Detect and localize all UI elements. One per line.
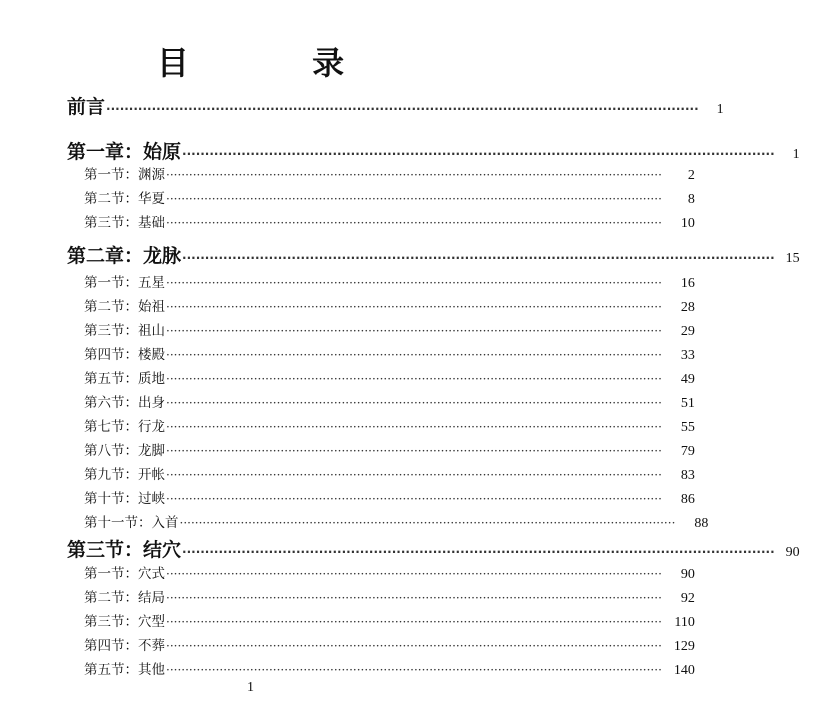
dot-leader <box>166 276 662 290</box>
toc-entry-section[interactable] <box>0 211 695 232</box>
toc-entry-preface[interactable] <box>0 92 724 119</box>
dot-leader <box>166 216 662 230</box>
toc-entry-chapter-1[interactable] <box>0 137 800 164</box>
toc-entry-page: 28 <box>680 300 695 315</box>
toc-entry-label: 第五节：其他 <box>84 662 165 678</box>
toc-entry-page: 86 <box>680 492 695 507</box>
toc-entry-page: 92 <box>680 591 695 606</box>
dot-leader <box>166 324 662 338</box>
dot-leader <box>166 168 662 182</box>
toc-entry-page: 90 <box>785 545 800 560</box>
toc-entry-page: 16 <box>680 276 695 291</box>
toc-entry-label: 第三节：结穴 <box>67 539 182 561</box>
toc-entry-section[interactable] <box>0 511 709 532</box>
toc-entry-section[interactable] <box>0 586 695 607</box>
dot-leader <box>166 420 662 434</box>
toc-entry-section[interactable] <box>0 415 695 436</box>
toc-entry-page: 29 <box>680 324 695 339</box>
dot-leader <box>166 348 662 362</box>
toc-entry-label: 第一节：五星 <box>84 275 165 291</box>
toc-entry-section[interactable] <box>0 295 695 316</box>
dot-leader <box>166 396 662 410</box>
dot-leader <box>166 663 662 677</box>
toc-entry-section[interactable] <box>0 658 695 679</box>
dot-leader <box>166 300 662 314</box>
toc-entry-label: 第三节：祖山 <box>84 323 165 339</box>
toc-entry-page: 88 <box>694 516 709 531</box>
toc-entry-page: 79 <box>680 444 695 459</box>
toc-entry-section[interactable] <box>0 562 695 583</box>
dot-leader <box>180 516 676 530</box>
toc-entry-page: 129 <box>673 639 695 654</box>
toc-entry-page: 1 <box>716 102 724 117</box>
toc-entry-page: 110 <box>674 615 695 630</box>
toc-entry-page: 83 <box>680 468 695 483</box>
dot-leader <box>166 468 662 482</box>
dot-leader <box>106 102 699 116</box>
toc-entry-section[interactable] <box>0 367 695 388</box>
dot-leader <box>166 192 662 206</box>
toc-entry-section[interactable] <box>0 319 695 340</box>
toc-entry-chapter-3[interactable] <box>0 535 800 562</box>
toc-entry-page: 51 <box>680 396 695 411</box>
toc-entry-label: 第七节：行龙 <box>84 419 165 435</box>
toc-entry-page: 140 <box>673 663 695 678</box>
toc-entry-label: 第四节：不葬 <box>84 638 165 654</box>
toc-entry-label: 第一章：始原 <box>67 141 182 163</box>
toc-entry-label: 第十节：过峡 <box>84 491 165 507</box>
toc-entry-label: 第四节：楼殿 <box>84 347 165 363</box>
page-title: 目 录 <box>156 44 401 82</box>
toc-entry-label: 第三节：穴型 <box>84 614 165 630</box>
dot-leader <box>166 372 662 386</box>
toc-entry-label: 第八节：龙脚 <box>84 443 165 459</box>
dot-leader <box>166 492 662 506</box>
toc-entry-label: 第十一节：入首 <box>84 515 179 531</box>
dot-leader <box>182 147 775 161</box>
toc-entry-label: 第六节：出身 <box>84 395 165 411</box>
dot-leader <box>166 444 662 458</box>
toc-entry-label: 第一节：穴式 <box>84 566 165 582</box>
dot-leader <box>166 591 662 605</box>
toc-entry-page: 33 <box>680 348 695 363</box>
toc-entry-section[interactable] <box>0 439 695 460</box>
toc-entry-label: 前言 <box>67 96 106 118</box>
toc-entry-section[interactable] <box>0 163 695 184</box>
toc-entry-label: 第二节：华夏 <box>84 191 165 207</box>
toc-entry-page: 90 <box>680 567 695 582</box>
toc-entry-section[interactable] <box>0 391 695 412</box>
dot-leader <box>166 567 662 581</box>
toc-entry-label: 第二节：结局 <box>84 590 165 606</box>
dot-leader <box>182 251 775 265</box>
toc-entry-page: 49 <box>680 372 695 387</box>
toc-entry-label: 第九节：开帐 <box>84 467 165 483</box>
toc-entry-page: 15 <box>785 251 800 266</box>
toc-entry-section[interactable] <box>0 634 695 655</box>
toc-entry-section[interactable] <box>0 271 695 292</box>
toc-entry-section[interactable] <box>0 343 695 364</box>
dot-leader <box>182 545 775 559</box>
toc-entry-page: 2 <box>687 168 695 183</box>
toc-entry-label: 第五节：质地 <box>84 371 165 387</box>
toc-entry-label: 第一节：渊源 <box>84 167 165 183</box>
toc-entry-label: 第三节：基础 <box>84 215 165 231</box>
toc-entry-label: 第二章：龙脉 <box>67 245 182 267</box>
dot-leader <box>166 639 662 653</box>
toc-entry-page: 8 <box>687 192 695 207</box>
toc-entry-section[interactable] <box>0 187 695 208</box>
toc-entry-page: 1 <box>792 147 800 162</box>
toc-entry-label: 第二节：始祖 <box>84 299 165 315</box>
toc-entry-page: 10 <box>680 216 695 231</box>
dot-leader <box>166 615 662 629</box>
page-number: 1 <box>247 680 254 695</box>
toc-entry-section[interactable] <box>0 463 695 484</box>
toc-entry-section[interactable] <box>0 487 695 508</box>
toc-entry-section[interactable] <box>0 610 695 631</box>
toc-entry-page: 55 <box>680 420 695 435</box>
toc-entry-chapter-2[interactable] <box>0 241 800 268</box>
